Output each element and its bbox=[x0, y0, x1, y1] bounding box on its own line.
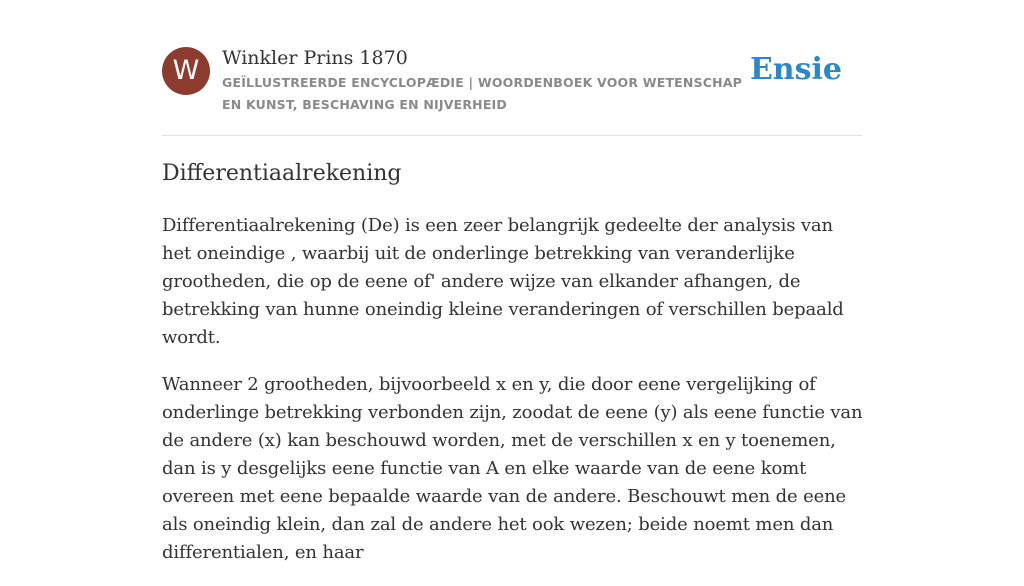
article-title: Differentiaalrekening bbox=[162, 161, 402, 186]
article-paragraph-2: Wanneer 2 grootheden, bijvoorbeeld x en y, die door eene vergelijking of onderlinge betrekking verbonden zijn, zoodat de eene (y) als eene functie van de andere (x) kan beschouwd worden, met de verschillen x en y toenemen, dan is y desgelijks eene functie van A en elke waarde van de eene komt overeen met eene bepaalde waarde van de andere. Beschouwt men de eene als oneindig klein, dan zal de andere het ook wezen; beide noemt men dan differentialen, en haar bbox=[162, 374, 863, 563]
source-header bbox=[162, 44, 862, 116]
source-avatar[interactable]: W bbox=[162, 47, 210, 95]
source-info bbox=[222, 44, 752, 116]
header-divider bbox=[162, 135, 862, 136]
article bbox=[162, 156, 867, 586]
ensie-logo[interactable]: Ensie bbox=[749, 52, 842, 87]
source-title[interactable]: Winkler Prins 1870 bbox=[222, 47, 408, 69]
article-paragraph-1: Differentiaalrekening (De) is een zeer belangrijk gedeelte der analysis van het oneindige , waarbij uit de onderlinge betrekking van veranderlijke grootheden, die op de eene of' andere wijze van elkander afhangen, de betrekking van hunne oneindig kleine veranderingen of verschillen bepaald wordt. bbox=[162, 215, 844, 348]
source-subtitle: GEÏLLUSTREERDE ENCYCLOPÆDIE | WOORDENBOEK VOOR WETENSCHAP EN KUNST, BESCHAVING EN NIJVERHEID bbox=[222, 75, 743, 112]
